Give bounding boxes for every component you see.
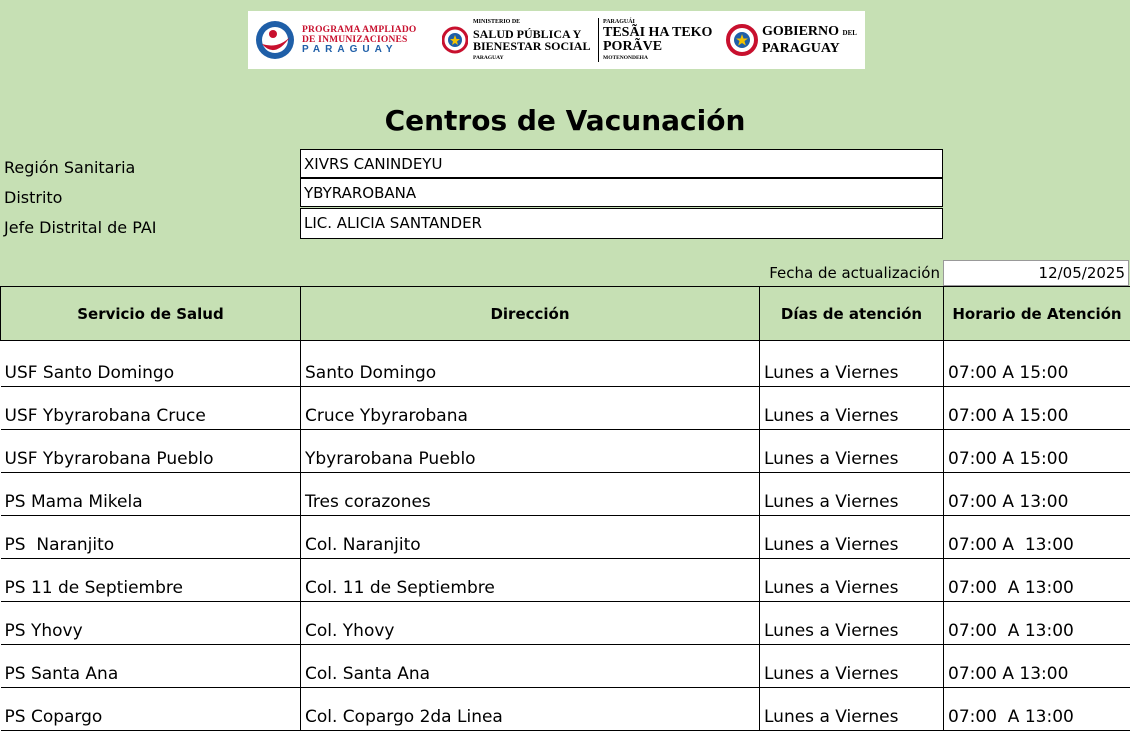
cell-horario[interactable]: 07:00 A 13:00 bbox=[944, 516, 1130, 559]
cell-direccion[interactable]: Tres corazones bbox=[301, 473, 760, 516]
fecha-label: Fecha de actualización bbox=[769, 264, 940, 282]
table-row bbox=[1, 688, 1130, 731]
cell-servicio[interactable]: PS Naranjito bbox=[1, 516, 301, 559]
gobierno-logo bbox=[726, 11, 857, 69]
cell-direccion[interactable]: Santo Domingo bbox=[301, 341, 760, 387]
cell-horario[interactable]: 07:00 A 13:00 bbox=[944, 645, 1130, 688]
header-direccion[interactable]: Dirección bbox=[301, 287, 760, 341]
page-title: Centros de Vacunación bbox=[384, 104, 746, 137]
cell-horario[interactable]: 07:00 A 13:00 bbox=[944, 473, 1130, 516]
cell-direccion[interactable]: Ybyrarobana Pueblo bbox=[301, 430, 760, 473]
tesai-line2: PORÃVE bbox=[603, 39, 663, 54]
cell-horario[interactable]: 07:00 A 15:00 bbox=[944, 341, 1130, 387]
pai-logo bbox=[254, 11, 417, 69]
cell-dias[interactable]: Lunes a Viernes bbox=[760, 430, 944, 473]
gobierno-del: DEL bbox=[842, 29, 857, 37]
cell-dias[interactable]: Lunes a Viernes bbox=[760, 688, 944, 731]
tesai-line1: TESÃI HA TEKO bbox=[603, 25, 713, 40]
cell-servicio[interactable]: PS Copargo bbox=[1, 688, 301, 731]
cell-servicio[interactable]: PS Mama Mikela bbox=[1, 473, 301, 516]
cell-dias[interactable]: Lunes a Viernes bbox=[760, 602, 944, 645]
header-horario[interactable]: Horario de Atención bbox=[944, 287, 1130, 341]
table-row bbox=[1, 645, 1130, 688]
msp-line2: SALUD PÚBLICA Y bbox=[473, 27, 582, 41]
tesai-logo bbox=[598, 11, 712, 69]
table-row bbox=[1, 341, 1130, 387]
cell-servicio[interactable]: USF Santo Domingo bbox=[1, 341, 301, 387]
cell-horario[interactable]: 07:00 A 15:00 bbox=[944, 387, 1130, 430]
cell-dias[interactable]: Lunes a Viernes bbox=[760, 341, 944, 387]
table-row bbox=[1, 559, 1130, 602]
cell-servicio[interactable]: USF Ybyrarobana Pueblo bbox=[1, 430, 301, 473]
cell-direccion[interactable]: Col. Yhovy bbox=[301, 602, 760, 645]
table-row bbox=[1, 602, 1130, 645]
msp-line3: BIENESTAR SOCIAL bbox=[473, 39, 591, 53]
cell-horario[interactable]: 07:00 A 15:00 bbox=[944, 430, 1130, 473]
table-header-row bbox=[1, 287, 1130, 341]
cell-dias[interactable]: Lunes a Viernes bbox=[760, 559, 944, 602]
cell-servicio[interactable]: PS Santa Ana bbox=[1, 645, 301, 688]
tesai-line3: MOTENONDEHA bbox=[603, 55, 648, 61]
msp-logo bbox=[442, 11, 590, 69]
cell-horario[interactable]: 07:00 A 13:00 bbox=[944, 559, 1130, 602]
distrito-value[interactable]: YBYRAROBANA bbox=[300, 178, 943, 207]
gobierno-line1: GOBIERNO bbox=[762, 24, 840, 39]
fecha-value[interactable]: 12/05/2025 bbox=[943, 260, 1129, 286]
logo-banner bbox=[248, 11, 865, 69]
table-row bbox=[1, 387, 1130, 430]
pai-line2: DE INMUNIZACIONES bbox=[302, 35, 408, 45]
cell-direccion[interactable]: Col. Santa Ana bbox=[301, 645, 760, 688]
region-label: Región Sanitaria bbox=[4, 158, 136, 177]
pai-line1: PROGRAMA AMPLIADO bbox=[302, 25, 417, 35]
cell-servicio[interactable]: PS Yhovy bbox=[1, 602, 301, 645]
msp-seal-icon bbox=[442, 25, 468, 55]
header-servicio[interactable]: Servicio de Salud bbox=[1, 287, 301, 341]
table-row bbox=[1, 430, 1130, 473]
cell-dias[interactable]: Lunes a Viernes bbox=[760, 516, 944, 559]
table-row bbox=[1, 473, 1130, 516]
jefe-label: Jefe Distrital de PAI bbox=[4, 218, 157, 237]
centros-table bbox=[0, 286, 1130, 731]
cell-direccion[interactable]: Col. Copargo 2da Linea bbox=[301, 688, 760, 731]
cell-direccion[interactable]: Col. Naranjito bbox=[301, 516, 760, 559]
header-dias[interactable]: Días de atención bbox=[760, 287, 944, 341]
pai-emblem-icon bbox=[254, 19, 296, 61]
pai-line3: PARAGUAY bbox=[302, 44, 398, 55]
cell-dias[interactable]: Lunes a Viernes bbox=[760, 387, 944, 430]
cell-servicio[interactable]: PS 11 de Septiembre bbox=[1, 559, 301, 602]
gobierno-seal-icon bbox=[726, 24, 758, 56]
cell-dias[interactable]: Lunes a Viernes bbox=[760, 645, 944, 688]
cell-horario[interactable]: 07:00 A 13:00 bbox=[944, 688, 1130, 731]
cell-horario[interactable]: 07:00 A 13:00 bbox=[944, 602, 1130, 645]
cell-direccion[interactable]: Col. 11 de Septiembre bbox=[301, 559, 760, 602]
gobierno-line2: PARAGUAY bbox=[762, 41, 840, 56]
region-value[interactable]: XIVRS CANINDEYU bbox=[300, 149, 943, 178]
table-row bbox=[1, 516, 1130, 559]
msp-line1: MINISTERIO DE bbox=[473, 19, 521, 25]
distrito-label: Distrito bbox=[4, 188, 63, 207]
msp-line4: PARAGUAY bbox=[473, 55, 504, 61]
cell-servicio[interactable]: USF Ybyrarobana Cruce bbox=[1, 387, 301, 430]
cell-direccion[interactable]: Cruce Ybyrarobana bbox=[301, 387, 760, 430]
jefe-value[interactable]: LIC. ALICIA SANTANDER bbox=[300, 208, 943, 239]
tesai-line0: PARAGUÁI bbox=[603, 19, 635, 25]
cell-dias[interactable]: Lunes a Viernes bbox=[760, 473, 944, 516]
